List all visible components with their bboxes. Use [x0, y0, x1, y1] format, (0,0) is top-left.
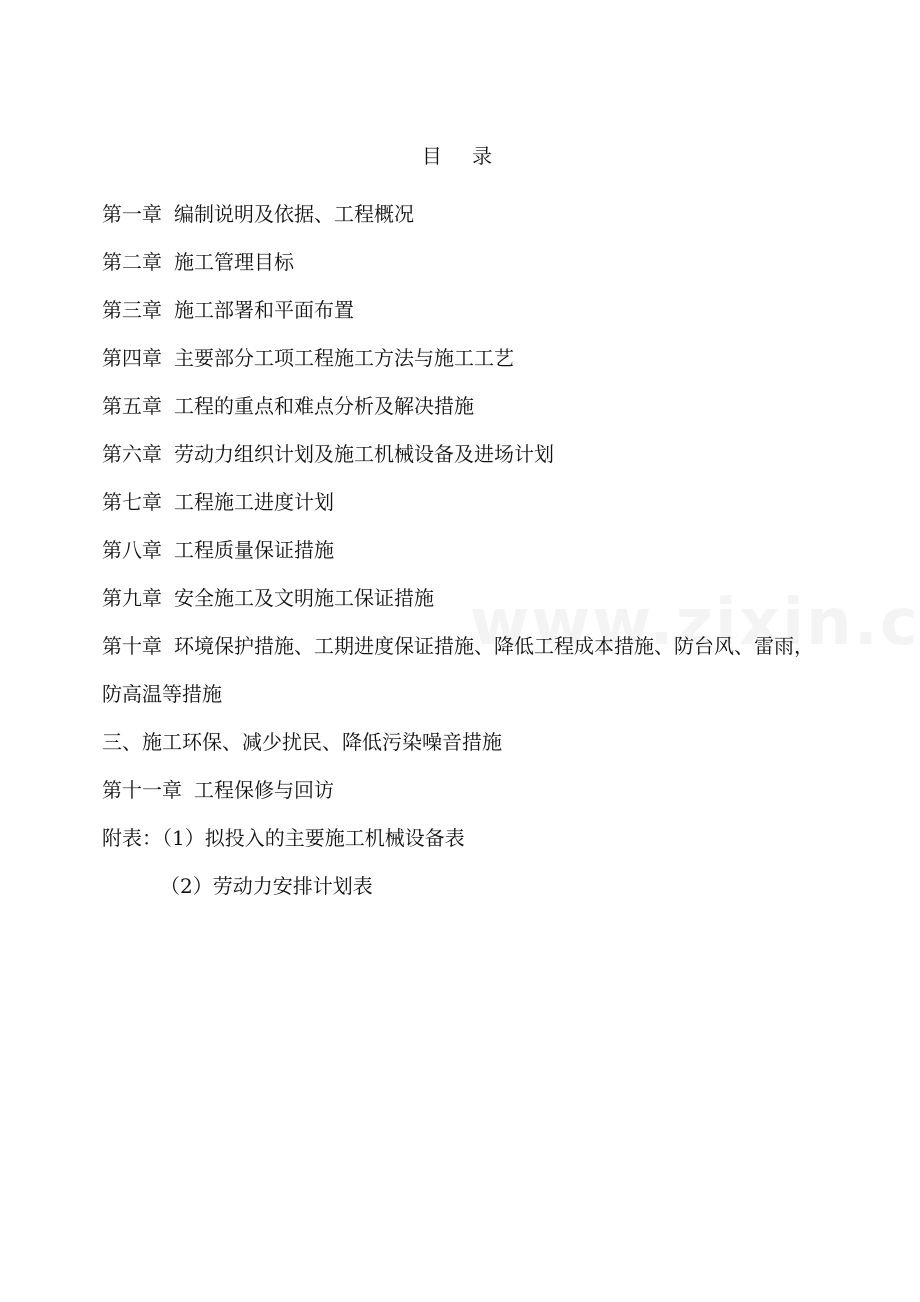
toc-entry-7	[102, 478, 826, 526]
toc-entry-2	[102, 238, 826, 286]
toc-title: 目 录	[421, 144, 505, 168]
chapter-number: 第十一章	[102, 778, 182, 802]
toc-entry-1	[102, 190, 826, 238]
toc-entry-5	[102, 382, 826, 430]
toc-entry-4	[102, 334, 826, 382]
toc-entry-3	[102, 286, 826, 334]
chapter-title: 安全施工及文明施工保证措施	[174, 586, 434, 610]
chapter-number: 第四章	[102, 346, 162, 370]
table-of-contents	[102, 190, 826, 910]
chapter-number: 第九章	[102, 586, 162, 610]
chapter-number: 第一章	[102, 202, 162, 226]
chapter-number: 第五章	[102, 394, 162, 418]
toc-entry-8	[102, 526, 826, 574]
chapter-number: 第二章	[102, 250, 162, 274]
chapter-number: 第三章	[102, 298, 162, 322]
appendix-title: 附表：（1）拟投入的主要施工机械设备表	[102, 826, 465, 850]
chapter-title: 劳动力组织计划及施工机械设备及进场计划	[174, 442, 554, 466]
toc-entry-9	[102, 574, 826, 622]
chapter-title: 施工管理目标	[174, 250, 294, 274]
appendix-title: （2）劳动力安排计划表	[160, 874, 373, 898]
toc-entry-13	[102, 814, 826, 862]
chapter-number: 第八章	[102, 538, 162, 562]
chapter-title: 编制说明及依据、工程概况	[174, 202, 414, 226]
toc-entry-12	[102, 766, 826, 814]
chapter-title: 工程质量保证措施	[174, 538, 334, 562]
toc-entry-6	[102, 430, 826, 478]
toc-entry-10	[102, 622, 826, 718]
toc-entry-11	[102, 718, 826, 766]
chapter-title: 工程的重点和难点分析及解决措施	[174, 394, 474, 418]
chapter-title: 工程施工进度计划	[174, 490, 334, 514]
chapter-number: 第七章	[102, 490, 162, 514]
section-title: 三、施工环保、减少扰民、降低污染噪音措施	[102, 730, 502, 754]
toc-entry-14	[102, 862, 826, 910]
chapter-title: 工程保修与回访	[194, 778, 334, 802]
chapter-title: 主要部分工项工程施工方法与施工工艺	[174, 346, 514, 370]
chapter-number: 第十章	[102, 634, 162, 658]
chapter-number: 第六章	[102, 442, 162, 466]
chapter-title: 施工部署和平面布置	[174, 298, 354, 322]
chapter-title: 环境保护措施、工期进度保证措施、降低工程成本措施、防台风、雷雨，防高温等措施	[102, 634, 814, 706]
